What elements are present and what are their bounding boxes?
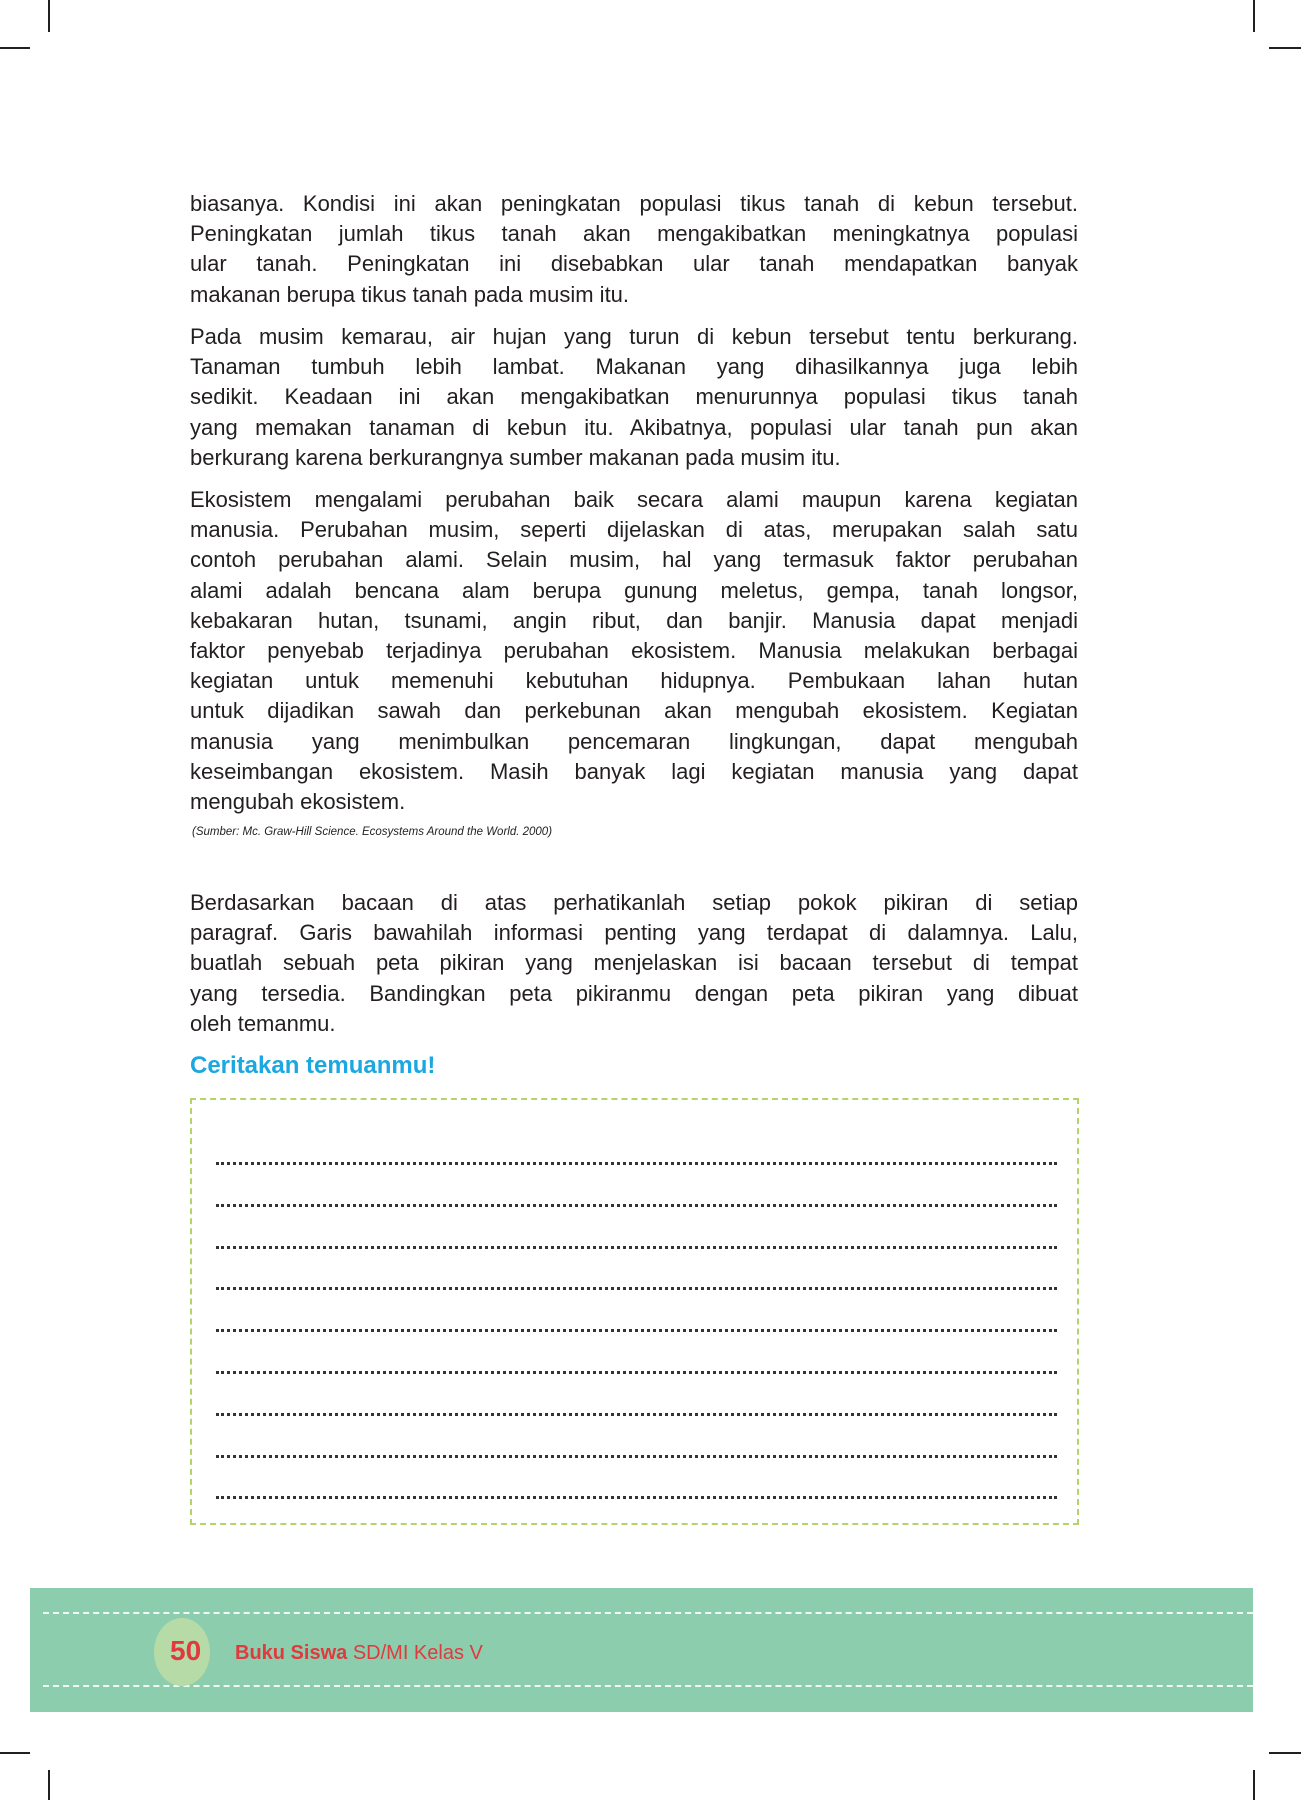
text-line: sedikit. Keadaan ini akan mengakibatkan menurunnya populasi tikus tanah	[190, 384, 1078, 410]
text-line: berkurang karena berkurangnya sumber makanan pada musim itu.	[190, 444, 841, 470]
footer-divider	[43, 1612, 1253, 1614]
answer-line[interactable]	[216, 1162, 1057, 1165]
text-line: mengubah ekosistem.	[190, 788, 406, 814]
crop-mark	[1253, 0, 1255, 32]
book-title-rest: SD/MI Kelas V	[347, 1642, 483, 1664]
text-line: faktor penyebab terjadinya perubahan ekosistem. Manusia melakukan berbagai	[190, 637, 1078, 663]
book-title	[235, 1642, 483, 1665]
answer-line[interactable]	[216, 1371, 1057, 1374]
crop-mark	[0, 47, 30, 49]
text-line: Ekosistem mengalami perubahan baik secara alami maupun karena kegiatan	[190, 487, 1078, 512]
text-line: Tanaman tumbuh lebih lambat. Makanan yang dihasilkannya juga lebih	[190, 354, 1078, 380]
text-line: untuk dijadikan sawah dan perkebunan akan mengubah ekosistem. Kegiatan	[190, 698, 1078, 724]
page-number: 50	[170, 1635, 202, 1666]
text-line: contoh perubahan alami. Selain musim, hal yang termasuk faktor perubahan	[190, 547, 1078, 573]
crop-mark	[1269, 1752, 1301, 1754]
text-line: keseimbangan ekosistem. Masih banyak lagi kegiatan manusia yang dapat	[190, 758, 1078, 784]
text-line: alami adalah bencana alam berupa gunung meletus, gempa, tanah longsor,	[190, 577, 1078, 603]
text-line: manusia yang menimbulkan pencemaran lingkungan, dapat mengubah	[190, 728, 1078, 754]
text-line: ular tanah. Peningkatan ini disebabkan ular tanah mendapatkan banyak	[190, 251, 1078, 277]
text-line: oleh temanmu.	[190, 1010, 336, 1036]
book-title-bold: Buku Siswa	[235, 1642, 348, 1664]
text-line: yang tersedia. Bandingkan peta pikiranmu dengan peta pikiran yang dibuat	[190, 980, 1078, 1006]
text-line: biasanya. Kondisi ini akan peningkatan populasi tikus tanah di kebun tersebut.	[190, 191, 1078, 216]
paragraph-3	[190, 485, 1078, 817]
crop-mark	[0, 1752, 30, 1754]
text-line: kebakaran hutan, tsunami, angin ribut, dan banjir. Manusia dapat menjadi	[190, 607, 1078, 633]
text-line: kegiatan untuk memenuhi kebutuhan hidupnya. Pembukaan lahan hutan	[190, 668, 1078, 694]
answer-line[interactable]	[216, 1496, 1057, 1499]
text-line: paragraf. Garis bawahilah informasi penting yang terdapat di dalamnya. Lalu,	[190, 920, 1078, 946]
instruction-paragraph	[190, 888, 1078, 1039]
crop-mark	[48, 1770, 50, 1800]
paragraph-1	[190, 189, 1078, 310]
text-line: Pada musim kemarau, air hujan yang turun di kebun tersebut tentu berkurang.	[190, 324, 1078, 349]
crop-mark	[1269, 47, 1301, 49]
text-line: yang memakan tanaman di kebun itu. Akibatnya, populasi ular tanah pun akan	[190, 414, 1078, 440]
answer-line[interactable]	[216, 1413, 1057, 1416]
text-line: manusia. Perubahan musim, seperti dijelaskan di atas, merupakan salah satu	[190, 517, 1078, 543]
answer-box[interactable]	[190, 1098, 1079, 1525]
crop-mark	[48, 0, 50, 32]
answer-line[interactable]	[216, 1287, 1057, 1290]
answer-line[interactable]	[216, 1204, 1057, 1207]
answer-line[interactable]	[216, 1246, 1057, 1249]
section-heading: Ceritakan temuanmu!	[190, 1052, 436, 1079]
crop-mark	[1253, 1770, 1255, 1800]
paragraph-2	[190, 322, 1078, 473]
page-footer	[30, 1588, 1253, 1712]
source-citation: (Sumber: Mc. Graw-Hill Science. Ecosystems Around the World. 2000)	[192, 826, 553, 838]
text-line: makanan berupa tikus tanah pada musim itu.	[190, 281, 630, 307]
answer-line[interactable]	[216, 1455, 1057, 1458]
text-line: Peningkatan jumlah tikus tanah akan mengakibatkan meningkatnya populasi	[190, 221, 1078, 247]
footer-divider	[43, 1685, 1253, 1687]
text-line: buatlah sebuah peta pikiran yang menjelaskan isi bacaan tersebut di tempat	[190, 950, 1078, 976]
answer-line[interactable]	[216, 1329, 1057, 1332]
text-line: Berdasarkan bacaan di atas perhatikanlah setiap pokok pikiran di setiap	[190, 890, 1078, 915]
